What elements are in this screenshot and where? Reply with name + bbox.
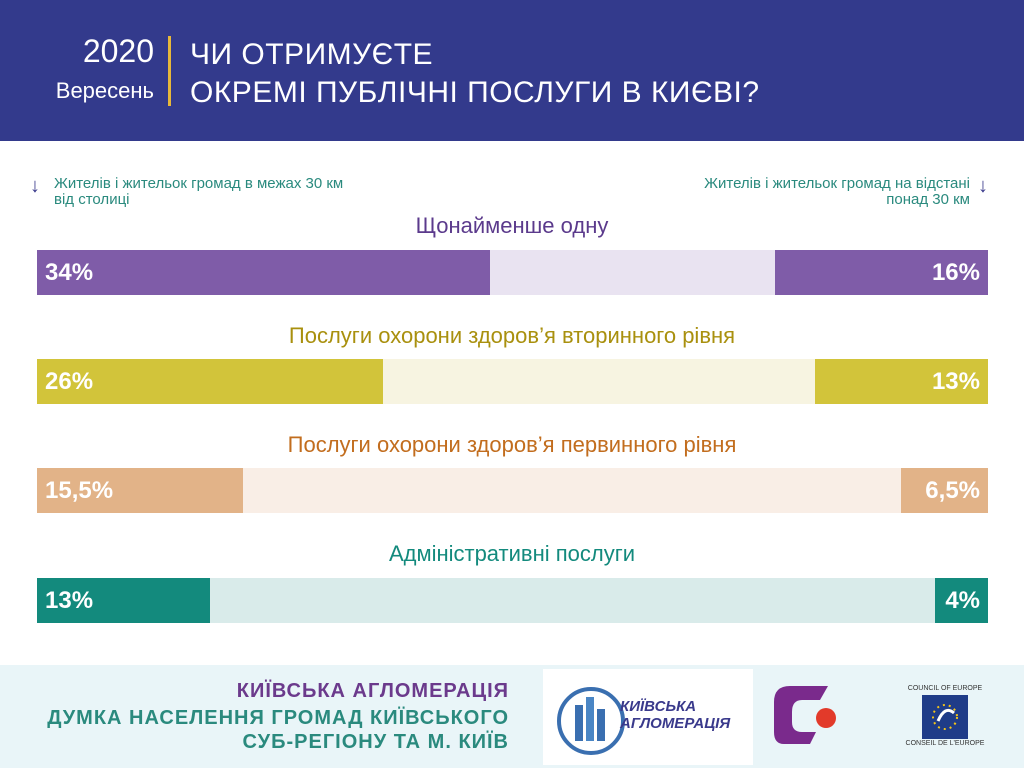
page-title <box>190 36 760 112</box>
footer-subtitle-line-1: ДУМКА НАСЕЛЕННЯ ГРОМАД КИЇВСЬКОГО <box>47 707 509 729</box>
footer-subtitle <box>47 706 509 754</box>
category-label: Щонайменше одну <box>415 213 609 238</box>
arrow-down-left-icon: ↓ <box>30 175 40 197</box>
category-label: Послуги охорони здоров’я первинного рівня <box>287 432 737 457</box>
category-label: Адміністративні послуги <box>388 541 636 566</box>
footer-subtitle-line-2: СУБ-РЕГІОНУ ТА М. КИЇВ <box>242 731 509 753</box>
footer-title: КИЇВСЬКА АГЛОМЕРАЦІЯ <box>236 680 509 702</box>
bar-near-kyiv <box>37 250 490 295</box>
legend-left: Жителів і жительок громад в межах 30 км від столиці <box>54 175 344 208</box>
value-label-near: 15,5% <box>45 477 114 504</box>
value-label-near: 26% <box>45 368 94 395</box>
value-label-far: 13% <box>931 368 980 395</box>
coe-label-bottom: CONSEIL DE L'EUROPE <box>905 740 985 747</box>
value-label-near: 13% <box>45 587 94 614</box>
value-label-far: 4% <box>945 587 980 614</box>
bar-track <box>37 250 988 295</box>
survey-month: Вересень <box>55 78 154 103</box>
value-label-far: 16% <box>931 259 980 286</box>
bar-track <box>37 359 988 404</box>
bar-track <box>37 468 988 513</box>
value-label-near: 34% <box>45 259 94 286</box>
legend-right: Жителів і жительок громад на відстані понад 30 км <box>704 175 970 208</box>
category-label: Послуги охорони здоров’я вторинного рівня <box>288 323 736 348</box>
logo-text-line-1: КИЇВСЬКА <box>620 698 697 715</box>
arrow-down-right-icon: ↓ <box>978 175 988 197</box>
coe-label-top: COUNCIL OF EUROPE <box>907 685 983 692</box>
logo-text <box>620 698 730 732</box>
header-banner <box>0 0 1024 141</box>
survey-year: 2020 <box>82 33 154 69</box>
logo-text-line-2: АГЛОМЕРАЦІЯ <box>620 715 731 732</box>
title-line-1: ЧИ ОТРИМУЄТЕ <box>190 38 434 71</box>
header-divider <box>168 36 171 106</box>
value-label-far: 6,5% <box>925 477 980 504</box>
partner-logo-icon <box>770 678 850 748</box>
title-line-2: ОКРЕМІ ПУБЛІЧНІ ПОСЛУГИ В КИЄВІ? <box>190 76 760 109</box>
bar-track <box>37 578 988 623</box>
council-of-europe-flag-icon <box>922 695 968 739</box>
